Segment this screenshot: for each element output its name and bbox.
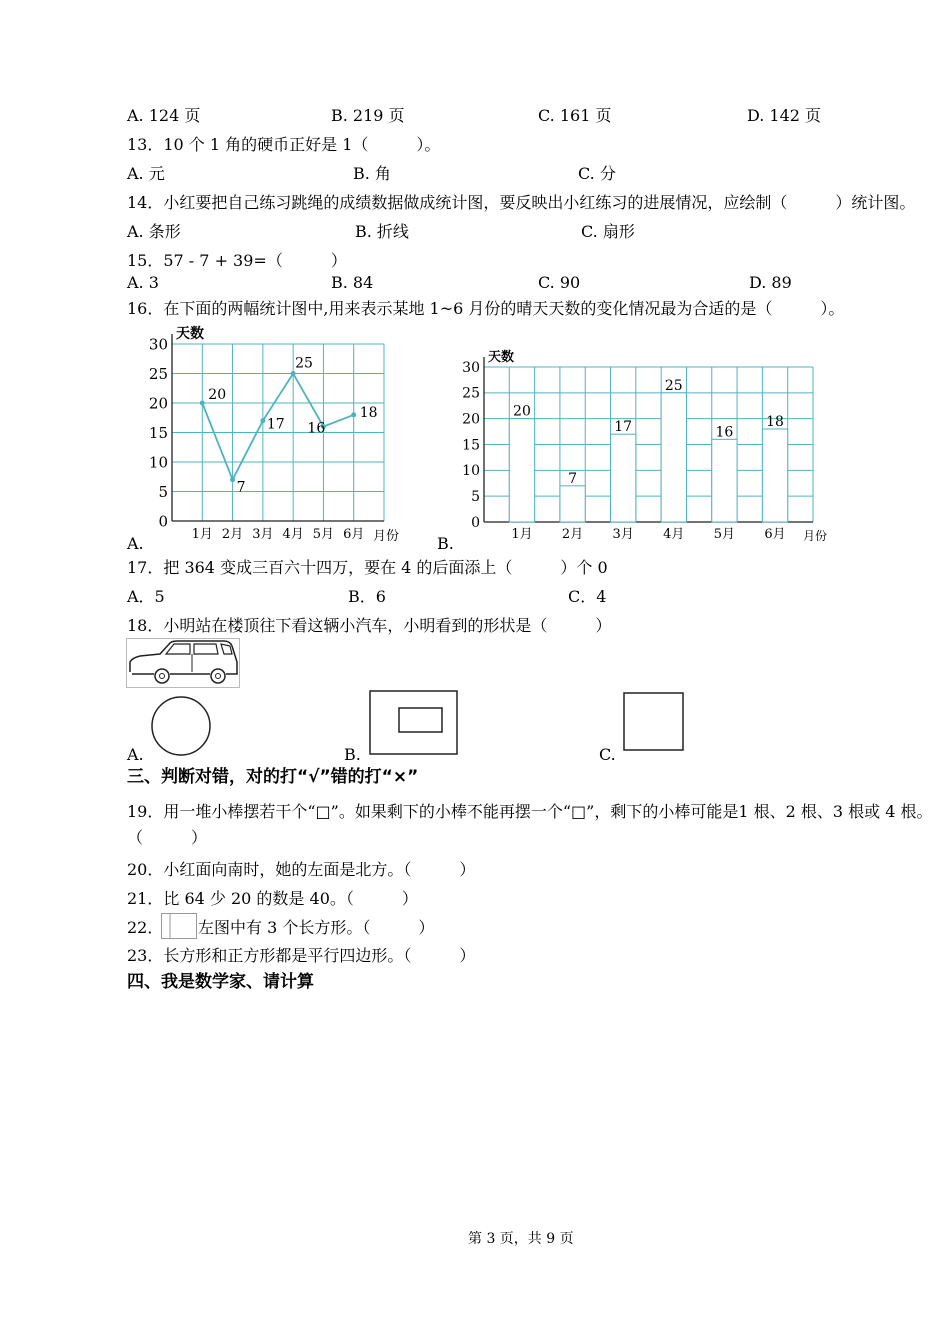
section-4-title: 四、我是数学家、请计算: [127, 972, 314, 992]
q15-option-d: D. 89: [749, 273, 792, 292]
q18-option-b: B.: [344, 745, 361, 764]
q13-stem: 13．10 个 1 角的硬币正好是 1（ ）。: [127, 135, 441, 154]
bar: [560, 486, 585, 522]
q22-prefix: 22．: [127, 918, 164, 937]
y-tick-label: 10: [148, 453, 168, 472]
bar-chart: [452, 345, 832, 548]
q12-option-d: D. 142 页: [747, 106, 822, 125]
small-rectangle-figure: [161, 913, 197, 939]
q12-option-b: B. 219 页: [331, 106, 405, 125]
data-label: 17: [614, 419, 633, 436]
x-tick-label: 1月: [511, 527, 533, 542]
data-point: [230, 477, 235, 482]
q18-option-c: C.: [599, 745, 616, 764]
y-tick-label: 0: [158, 512, 168, 531]
y-axis-label: 天数: [488, 350, 515, 365]
q14-stem: 14．小红要把自己练习跳绳的成绩数据做成统计图，要反映出小红练习的进展情况，应绘制（ ）统计图。: [127, 193, 916, 212]
q17-option-a: A．5: [127, 587, 165, 606]
data-label: 18: [359, 404, 378, 421]
q14-option-a: A. 条形: [127, 222, 181, 241]
data-label: 20: [208, 387, 227, 403]
section-3-title: 三、判断对错，对的打“√”错的打“×”: [127, 767, 419, 787]
rectangle-in-rectangle-shape: [369, 690, 459, 756]
q19-blank: （ ）: [127, 828, 208, 847]
page-footer: 第 3 页，共 9 页: [468, 1231, 574, 1247]
y-tick-label: 15: [462, 437, 480, 454]
q12-option-a: A. 124 页: [127, 106, 201, 125]
q16-option-b: B.: [437, 534, 454, 553]
data-label: 16: [715, 424, 734, 441]
y-tick-label: 30: [462, 359, 480, 376]
q22-stem: 左图中有 3 个长方形。（ ）: [198, 918, 435, 937]
data-label: 17: [266, 416, 285, 433]
x-axis-label: 月份: [802, 529, 828, 543]
q15-option-a: A. 3: [127, 273, 159, 292]
bar: [611, 434, 636, 522]
y-tick-label: 0: [471, 514, 480, 531]
y-tick-label: 20: [462, 411, 480, 428]
y-axis-label: 天数: [176, 326, 204, 342]
q20-stem: 20．小红面向南时，她的左面是北方。（ ）: [127, 860, 476, 879]
x-tick-label: 6月: [764, 527, 786, 542]
x-tick-label: 1月: [191, 527, 213, 542]
q16-option-a: A.: [127, 534, 144, 553]
q12-option-c: C. 161 页: [538, 106, 612, 125]
q18-stem: 18．小明站在楼顶往下看这辆小汽车，小明看到的形状是（ ）: [127, 616, 612, 635]
data-label: 16: [307, 420, 326, 437]
square-shape: [623, 692, 685, 752]
x-tick-label: 5月: [312, 527, 335, 542]
x-tick-label: 5月: [713, 527, 736, 542]
x-tick-label: 4月: [663, 527, 685, 542]
data-label: 7: [236, 479, 246, 496]
car-illustration: [126, 638, 240, 688]
y-tick-label: 25: [462, 385, 480, 402]
y-tick-label: 15: [148, 423, 168, 442]
y-tick-label: 5: [158, 482, 168, 501]
x-tick-label: 4月: [282, 527, 304, 542]
q17-stem: 17．把 364 变成三百六十四万，要在 4 的后面添上（ ）个 0: [127, 558, 608, 577]
q21-stem: 21．比 64 少 20 的数是 40。（ ）: [127, 889, 418, 908]
data-label: 25: [664, 377, 683, 394]
y-tick-label: 30: [148, 335, 168, 354]
data-point: [291, 371, 296, 376]
x-tick-label: 2月: [561, 527, 584, 542]
circle-shape: [150, 695, 212, 757]
data-label: 25: [295, 355, 313, 372]
q18-option-a: A.: [127, 745, 144, 764]
q13-option-c: C. 分: [578, 164, 616, 183]
q15-option-b: B. 84: [331, 273, 374, 292]
q17-option-b: B．6: [348, 587, 386, 606]
y-tick-label: 20: [148, 394, 168, 413]
bar: [762, 429, 787, 522]
x-tick-label: 3月: [252, 527, 274, 542]
q19-stem: 19．用一堆小棒摆若干个“□”。如果剩下的小棒不能再摆一个“□”，剩下的小棒可能是1 根、2 根、3 根或 4 根。: [127, 802, 933, 821]
y-tick-label: 25: [148, 364, 168, 383]
x-tick-label: 3月: [612, 527, 634, 542]
q16-stem: 16．在下面的两幅统计图中,用来表示某地 1~6 月份的晴天天数的变化情况最为合适的是（ ）。: [127, 299, 845, 318]
q17-option-c: C．4: [568, 587, 607, 606]
x-axis-label: 月份: [372, 529, 400, 544]
bar: [509, 419, 534, 522]
data-label: 7: [568, 470, 578, 487]
data-point: [200, 401, 205, 406]
q15-stem: 15．57 - 7 + 39=（ ）: [127, 251, 347, 270]
x-tick-label: 2月: [221, 527, 244, 542]
data-point: [260, 418, 265, 423]
line-chart: [140, 322, 432, 548]
q13-option-a: A. 元: [127, 164, 165, 183]
data-label: 18: [766, 414, 784, 430]
bar: [712, 439, 737, 522]
data-point: [351, 412, 356, 417]
y-tick-label: 5: [471, 489, 480, 506]
y-tick-label: 10: [462, 463, 480, 480]
bar: [661, 393, 686, 522]
q14-option-c: C. 扇形: [581, 222, 635, 241]
data-label: 20: [513, 403, 531, 420]
q13-option-b: B. 角: [353, 164, 391, 183]
q23-stem: 23．长方形和正方形都是平行四边形。（ ）: [127, 946, 476, 965]
q14-option-b: B. 折线: [355, 222, 409, 241]
q15-option-c: C. 90: [538, 273, 581, 292]
x-tick-label: 6月: [343, 527, 365, 542]
